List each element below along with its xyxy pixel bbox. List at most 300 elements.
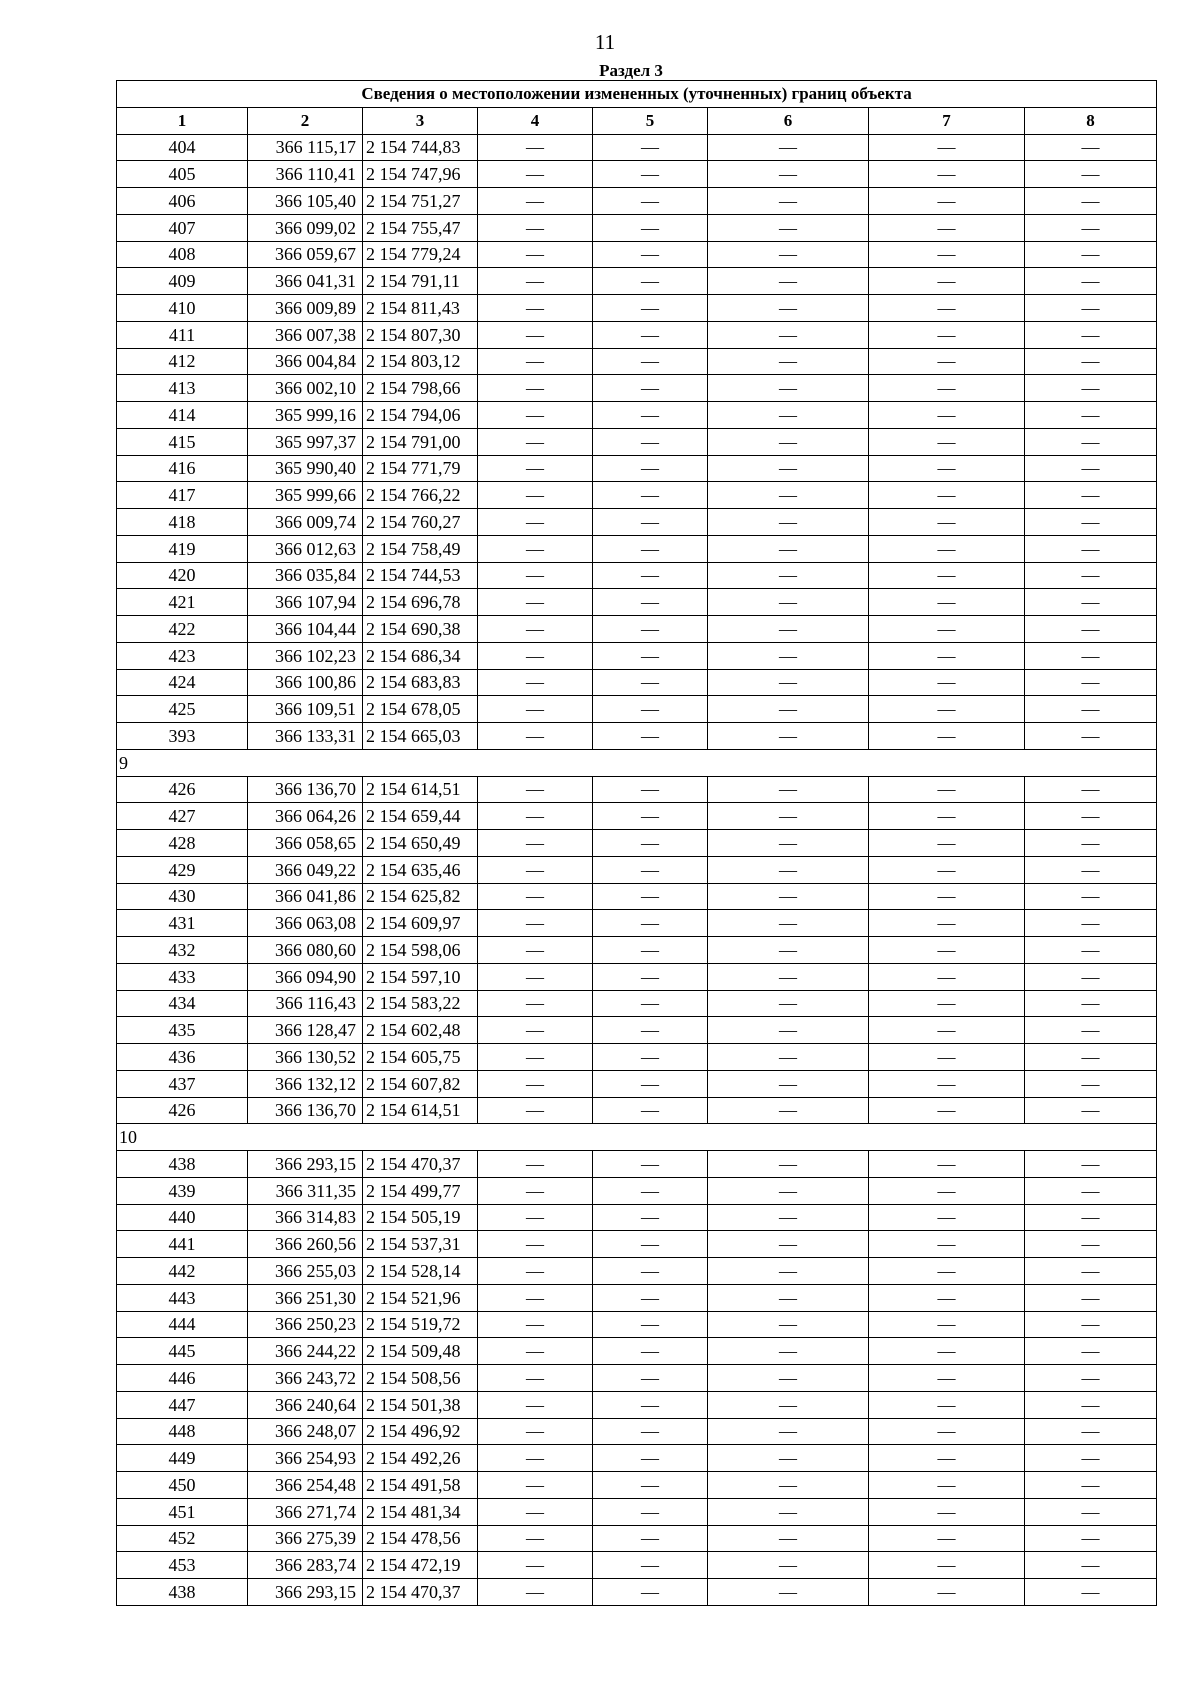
- point-number: 418: [117, 509, 248, 536]
- coord-x: 366 260,56: [248, 1231, 363, 1258]
- column-header-7: 7: [869, 107, 1025, 134]
- empty-cell-col-8: —: [1025, 402, 1157, 429]
- coord-x: 366 041,31: [248, 268, 363, 295]
- empty-cell-col-4: —: [478, 1044, 593, 1071]
- empty-cell-col-4: —: [478, 830, 593, 857]
- table-row: [117, 990, 1157, 1017]
- empty-cell-col-4: —: [478, 1525, 593, 1552]
- empty-cell-col-7: —: [869, 1017, 1025, 1044]
- point-number: 440: [117, 1204, 248, 1231]
- empty-cell-col-4: —: [478, 963, 593, 990]
- empty-cell-col-6: —: [708, 990, 869, 1017]
- empty-cell-col-5: —: [593, 1284, 708, 1311]
- empty-cell-col-7: —: [869, 1391, 1025, 1418]
- coord-x: 366 240,64: [248, 1391, 363, 1418]
- empty-cell-col-8: —: [1025, 990, 1157, 1017]
- empty-cell-col-5: —: [593, 1044, 708, 1071]
- empty-cell-col-6: —: [708, 1391, 869, 1418]
- point-number: 410: [117, 295, 248, 322]
- empty-cell-col-5: —: [593, 1365, 708, 1392]
- coord-y: 2 154 696,78: [363, 589, 478, 616]
- point-number: 441: [117, 1231, 248, 1258]
- empty-cell-col-6: —: [708, 295, 869, 322]
- empty-cell-col-6: —: [708, 188, 869, 215]
- boundary-coordinates-table: [116, 80, 1157, 1606]
- coord-y: 2 154 683,83: [363, 669, 478, 696]
- empty-cell-col-7: —: [869, 348, 1025, 375]
- empty-cell-col-7: —: [869, 616, 1025, 643]
- empty-cell-col-4: —: [478, 402, 593, 429]
- point-number: 435: [117, 1017, 248, 1044]
- empty-cell-col-7: —: [869, 1338, 1025, 1365]
- empty-cell-col-6: —: [708, 1284, 869, 1311]
- empty-cell-col-6: —: [708, 1151, 869, 1178]
- empty-cell-col-7: —: [869, 1070, 1025, 1097]
- empty-cell-col-4: —: [478, 1498, 593, 1525]
- contour-row: [117, 1124, 1157, 1151]
- empty-cell-col-8: —: [1025, 803, 1157, 830]
- empty-cell-col-6: —: [708, 856, 869, 883]
- empty-cell-col-6: —: [708, 402, 869, 429]
- empty-cell-col-4: —: [478, 669, 593, 696]
- empty-cell-col-5: —: [593, 696, 708, 723]
- empty-cell-col-4: —: [478, 1017, 593, 1044]
- coord-y: 2 154 496,92: [363, 1418, 478, 1445]
- empty-cell-col-5: —: [593, 1070, 708, 1097]
- empty-cell-col-6: —: [708, 1097, 869, 1124]
- point-number: 437: [117, 1070, 248, 1097]
- empty-cell-col-5: —: [593, 134, 708, 161]
- empty-cell-col-7: —: [869, 723, 1025, 750]
- coord-y: 2 154 602,48: [363, 1017, 478, 1044]
- table-row: [117, 509, 1157, 536]
- empty-cell-col-8: —: [1025, 1365, 1157, 1392]
- coord-x: 366 275,39: [248, 1525, 363, 1552]
- empty-cell-col-6: —: [708, 669, 869, 696]
- coord-x: 366 002,10: [248, 375, 363, 402]
- empty-cell-col-6: —: [708, 562, 869, 589]
- empty-cell-col-5: —: [593, 1498, 708, 1525]
- point-number: 446: [117, 1365, 248, 1392]
- empty-cell-col-5: —: [593, 1579, 708, 1606]
- empty-cell-col-8: —: [1025, 375, 1157, 402]
- empty-cell-col-8: —: [1025, 1525, 1157, 1552]
- empty-cell-col-7: —: [869, 1579, 1025, 1606]
- table-row: [117, 348, 1157, 375]
- empty-cell-col-8: —: [1025, 348, 1157, 375]
- empty-cell-col-5: —: [593, 723, 708, 750]
- coord-y: 2 154 755,47: [363, 214, 478, 241]
- contour-label: 9: [117, 749, 1157, 776]
- empty-cell-col-6: —: [708, 1525, 869, 1552]
- empty-cell-col-4: —: [478, 1338, 593, 1365]
- empty-cell-col-7: —: [869, 1258, 1025, 1285]
- table-row: [117, 1017, 1157, 1044]
- empty-cell-col-5: —: [593, 1151, 708, 1178]
- empty-cell-col-6: —: [708, 589, 869, 616]
- empty-cell-col-5: —: [593, 1338, 708, 1365]
- coord-x: 366 128,47: [248, 1017, 363, 1044]
- empty-cell-col-6: —: [708, 1070, 869, 1097]
- empty-cell-col-5: —: [593, 1552, 708, 1579]
- table-row: [117, 963, 1157, 990]
- empty-cell-col-5: —: [593, 1418, 708, 1445]
- table-row: [117, 803, 1157, 830]
- coord-x: 366 058,65: [248, 830, 363, 857]
- coord-y: 2 154 791,00: [363, 428, 478, 455]
- empty-cell-col-7: —: [869, 1151, 1025, 1178]
- column-header-2: 2: [248, 107, 363, 134]
- point-number: 406: [117, 188, 248, 215]
- point-number: 450: [117, 1472, 248, 1499]
- empty-cell-col-4: —: [478, 134, 593, 161]
- coord-x: 366 132,12: [248, 1070, 363, 1097]
- point-number: 424: [117, 669, 248, 696]
- empty-cell-col-6: —: [708, 1017, 869, 1044]
- coord-y: 2 154 760,27: [363, 509, 478, 536]
- table-row: [117, 1445, 1157, 1472]
- empty-cell-col-6: —: [708, 1445, 869, 1472]
- coord-x: 366 254,48: [248, 1472, 363, 1499]
- coord-y: 2 154 470,37: [363, 1579, 478, 1606]
- empty-cell-col-4: —: [478, 321, 593, 348]
- empty-cell-col-8: —: [1025, 214, 1157, 241]
- coord-x: 366 115,17: [248, 134, 363, 161]
- empty-cell-col-5: —: [593, 1311, 708, 1338]
- column-header-5: 5: [593, 107, 708, 134]
- coord-x: 366 314,83: [248, 1204, 363, 1231]
- empty-cell-col-6: —: [708, 830, 869, 857]
- empty-cell-col-4: —: [478, 776, 593, 803]
- coord-y: 2 154 491,58: [363, 1472, 478, 1499]
- empty-cell-col-5: —: [593, 990, 708, 1017]
- column-header-row: [117, 107, 1157, 134]
- empty-cell-col-5: —: [593, 642, 708, 669]
- empty-cell-col-7: —: [869, 482, 1025, 509]
- point-number: 417: [117, 482, 248, 509]
- empty-cell-col-4: —: [478, 1097, 593, 1124]
- empty-cell-col-6: —: [708, 803, 869, 830]
- empty-cell-col-8: —: [1025, 1097, 1157, 1124]
- empty-cell-col-6: —: [708, 1418, 869, 1445]
- point-number: 427: [117, 803, 248, 830]
- empty-cell-col-5: —: [593, 348, 708, 375]
- coord-y: 2 154 521,96: [363, 1284, 478, 1311]
- empty-cell-col-7: —: [869, 188, 1025, 215]
- empty-cell-col-8: —: [1025, 696, 1157, 723]
- empty-cell-col-7: —: [869, 1204, 1025, 1231]
- coord-y: 2 154 478,56: [363, 1525, 478, 1552]
- empty-cell-col-6: —: [708, 161, 869, 188]
- coord-x: 366 049,22: [248, 856, 363, 883]
- coord-y: 2 154 472,19: [363, 1552, 478, 1579]
- table-row: [117, 161, 1157, 188]
- empty-cell-col-5: —: [593, 910, 708, 937]
- empty-cell-col-5: —: [593, 776, 708, 803]
- table-row: [117, 562, 1157, 589]
- empty-cell-col-7: —: [869, 455, 1025, 482]
- empty-cell-col-8: —: [1025, 1579, 1157, 1606]
- table-row: [117, 776, 1157, 803]
- point-number: 438: [117, 1151, 248, 1178]
- empty-cell-col-8: —: [1025, 910, 1157, 937]
- table-row: [117, 134, 1157, 161]
- empty-cell-col-6: —: [708, 214, 869, 241]
- empty-cell-col-8: —: [1025, 963, 1157, 990]
- table-row: [117, 214, 1157, 241]
- empty-cell-col-6: —: [708, 428, 869, 455]
- empty-cell-col-6: —: [708, 910, 869, 937]
- coord-x: 366 102,23: [248, 642, 363, 669]
- point-number: 419: [117, 535, 248, 562]
- empty-cell-col-7: —: [869, 589, 1025, 616]
- coord-x: 366 130,52: [248, 1044, 363, 1071]
- empty-cell-col-5: —: [593, 428, 708, 455]
- empty-cell-col-6: —: [708, 375, 869, 402]
- empty-cell-col-4: —: [478, 1472, 593, 1499]
- table-row: [117, 1097, 1157, 1124]
- empty-cell-col-5: —: [593, 1525, 708, 1552]
- empty-cell-col-4: —: [478, 856, 593, 883]
- table-caption: Сведения о местоположении измененных (уточненных) границ объекта: [117, 81, 1157, 108]
- table-row: [117, 1391, 1157, 1418]
- empty-cell-col-8: —: [1025, 1151, 1157, 1178]
- empty-cell-col-6: —: [708, 1204, 869, 1231]
- empty-cell-col-5: —: [593, 455, 708, 482]
- empty-cell-col-4: —: [478, 1418, 593, 1445]
- empty-cell-col-7: —: [869, 1472, 1025, 1499]
- coord-x: 366 012,63: [248, 535, 363, 562]
- table-body: [117, 134, 1157, 1605]
- coord-x: 366 104,44: [248, 616, 363, 643]
- empty-cell-col-4: —: [478, 188, 593, 215]
- empty-cell-col-6: —: [708, 1177, 869, 1204]
- empty-cell-col-4: —: [478, 1284, 593, 1311]
- coord-x: 366 100,86: [248, 669, 363, 696]
- empty-cell-col-6: —: [708, 723, 869, 750]
- coord-y: 2 154 751,27: [363, 188, 478, 215]
- table-row: [117, 1525, 1157, 1552]
- empty-cell-col-4: —: [478, 1365, 593, 1392]
- point-number: 412: [117, 348, 248, 375]
- coord-y: 2 154 492,26: [363, 1445, 478, 1472]
- column-header-1: 1: [117, 107, 248, 134]
- empty-cell-col-5: —: [593, 1097, 708, 1124]
- table-row: [117, 1177, 1157, 1204]
- contour-label: 10: [117, 1124, 1157, 1151]
- empty-cell-col-7: —: [869, 696, 1025, 723]
- table-row: [117, 616, 1157, 643]
- empty-cell-col-6: —: [708, 321, 869, 348]
- point-number: 433: [117, 963, 248, 990]
- coord-y: 2 154 583,22: [363, 990, 478, 1017]
- empty-cell-col-7: —: [869, 803, 1025, 830]
- coord-y: 2 154 678,05: [363, 696, 478, 723]
- coord-y: 2 154 798,66: [363, 375, 478, 402]
- empty-cell-col-7: —: [869, 1365, 1025, 1392]
- table-row: [117, 1311, 1157, 1338]
- coord-y: 2 154 650,49: [363, 830, 478, 857]
- empty-cell-col-4: —: [478, 990, 593, 1017]
- coord-y: 2 154 607,82: [363, 1070, 478, 1097]
- coord-x: 366 293,15: [248, 1579, 363, 1606]
- coord-y: 2 154 659,44: [363, 803, 478, 830]
- empty-cell-col-5: —: [593, 535, 708, 562]
- coord-x: 366 035,84: [248, 562, 363, 589]
- empty-cell-col-7: —: [869, 856, 1025, 883]
- empty-cell-col-8: —: [1025, 1338, 1157, 1365]
- point-number: 425: [117, 696, 248, 723]
- empty-cell-col-5: —: [593, 482, 708, 509]
- coord-x: 366 094,90: [248, 963, 363, 990]
- table-row: [117, 1284, 1157, 1311]
- table-row: [117, 696, 1157, 723]
- coord-x: 366 248,07: [248, 1418, 363, 1445]
- empty-cell-col-7: —: [869, 910, 1025, 937]
- empty-cell-col-6: —: [708, 535, 869, 562]
- empty-cell-col-5: —: [593, 1177, 708, 1204]
- empty-cell-col-8: —: [1025, 1177, 1157, 1204]
- empty-cell-col-4: —: [478, 428, 593, 455]
- coord-x: 366 136,70: [248, 776, 363, 803]
- empty-cell-col-6: —: [708, 509, 869, 536]
- point-number: 445: [117, 1338, 248, 1365]
- point-number: 430: [117, 883, 248, 910]
- table-row: [117, 455, 1157, 482]
- point-number: 407: [117, 214, 248, 241]
- empty-cell-col-4: —: [478, 455, 593, 482]
- point-number: 443: [117, 1284, 248, 1311]
- empty-cell-col-8: —: [1025, 1418, 1157, 1445]
- empty-cell-col-6: —: [708, 1579, 869, 1606]
- empty-cell-col-4: —: [478, 1391, 593, 1418]
- point-number: 405: [117, 161, 248, 188]
- empty-cell-col-8: —: [1025, 1044, 1157, 1071]
- point-number: 453: [117, 1552, 248, 1579]
- coord-y: 2 154 758,49: [363, 535, 478, 562]
- point-number: 421: [117, 589, 248, 616]
- empty-cell-col-7: —: [869, 1044, 1025, 1071]
- empty-cell-col-4: —: [478, 161, 593, 188]
- coord-x: 366 009,74: [248, 509, 363, 536]
- point-number: 434: [117, 990, 248, 1017]
- empty-cell-col-5: —: [593, 241, 708, 268]
- empty-cell-col-7: —: [869, 1498, 1025, 1525]
- coord-y: 2 154 614,51: [363, 776, 478, 803]
- coord-x: 366 064,26: [248, 803, 363, 830]
- point-number: 426: [117, 1097, 248, 1124]
- empty-cell-col-6: —: [708, 1472, 869, 1499]
- table-row: [117, 669, 1157, 696]
- point-number: 420: [117, 562, 248, 589]
- empty-cell-col-7: —: [869, 990, 1025, 1017]
- empty-cell-col-5: —: [593, 1017, 708, 1044]
- coord-x: 366 041,86: [248, 883, 363, 910]
- coord-x: 366 059,67: [248, 241, 363, 268]
- coord-x: 366 105,40: [248, 188, 363, 215]
- empty-cell-col-4: —: [478, 268, 593, 295]
- empty-cell-col-5: —: [593, 669, 708, 696]
- point-number: 447: [117, 1391, 248, 1418]
- empty-cell-col-8: —: [1025, 161, 1157, 188]
- empty-cell-col-6: —: [708, 1365, 869, 1392]
- table-row: [117, 1365, 1157, 1392]
- coord-x: 366 255,03: [248, 1258, 363, 1285]
- empty-cell-col-5: —: [593, 589, 708, 616]
- empty-cell-col-5: —: [593, 562, 708, 589]
- empty-cell-col-4: —: [478, 1445, 593, 1472]
- point-number: 452: [117, 1525, 248, 1552]
- coord-y: 2 154 481,34: [363, 1498, 478, 1525]
- empty-cell-col-7: —: [869, 669, 1025, 696]
- empty-cell-col-8: —: [1025, 669, 1157, 696]
- point-number: 444: [117, 1311, 248, 1338]
- empty-cell-col-7: —: [869, 1552, 1025, 1579]
- table-row: [117, 295, 1157, 322]
- coord-y: 2 154 807,30: [363, 321, 478, 348]
- empty-cell-col-7: —: [869, 161, 1025, 188]
- empty-cell-col-8: —: [1025, 509, 1157, 536]
- coord-y: 2 154 605,75: [363, 1044, 478, 1071]
- empty-cell-col-7: —: [869, 937, 1025, 964]
- coord-y: 2 154 505,19: [363, 1204, 478, 1231]
- empty-cell-col-5: —: [593, 830, 708, 857]
- table-row: [117, 1151, 1157, 1178]
- table-row: [117, 856, 1157, 883]
- coord-y: 2 154 744,53: [363, 562, 478, 589]
- coord-y: 2 154 508,56: [363, 1365, 478, 1392]
- empty-cell-col-4: —: [478, 214, 593, 241]
- empty-cell-col-5: —: [593, 1472, 708, 1499]
- point-number: 432: [117, 937, 248, 964]
- coord-y: 2 154 794,06: [363, 402, 478, 429]
- coord-x: 366 109,51: [248, 696, 363, 723]
- empty-cell-col-4: —: [478, 1552, 593, 1579]
- empty-cell-col-4: —: [478, 1070, 593, 1097]
- table-row: [117, 1204, 1157, 1231]
- coord-y: 2 154 501,38: [363, 1391, 478, 1418]
- point-number: 436: [117, 1044, 248, 1071]
- point-number: 439: [117, 1177, 248, 1204]
- point-number: 413: [117, 375, 248, 402]
- empty-cell-col-7: —: [869, 1284, 1025, 1311]
- table-row: [117, 1498, 1157, 1525]
- empty-cell-col-7: —: [869, 1525, 1025, 1552]
- empty-cell-col-5: —: [593, 268, 708, 295]
- coord-x: 366 110,41: [248, 161, 363, 188]
- empty-cell-col-4: —: [478, 1177, 593, 1204]
- table-row: [117, 402, 1157, 429]
- table-row: [117, 723, 1157, 750]
- empty-cell-col-8: —: [1025, 1204, 1157, 1231]
- point-number: 416: [117, 455, 248, 482]
- empty-cell-col-7: —: [869, 214, 1025, 241]
- empty-cell-col-8: —: [1025, 188, 1157, 215]
- coord-y: 2 154 597,10: [363, 963, 478, 990]
- table-row: [117, 910, 1157, 937]
- coord-x: 366 063,08: [248, 910, 363, 937]
- empty-cell-col-8: —: [1025, 241, 1157, 268]
- empty-cell-col-5: —: [593, 1391, 708, 1418]
- empty-cell-col-6: —: [708, 1258, 869, 1285]
- empty-cell-col-7: —: [869, 402, 1025, 429]
- coord-x: 365 990,40: [248, 455, 363, 482]
- empty-cell-col-4: —: [478, 1311, 593, 1338]
- point-number: 429: [117, 856, 248, 883]
- coord-y: 2 154 665,03: [363, 723, 478, 750]
- empty-cell-col-5: —: [593, 883, 708, 910]
- empty-cell-col-6: —: [708, 482, 869, 509]
